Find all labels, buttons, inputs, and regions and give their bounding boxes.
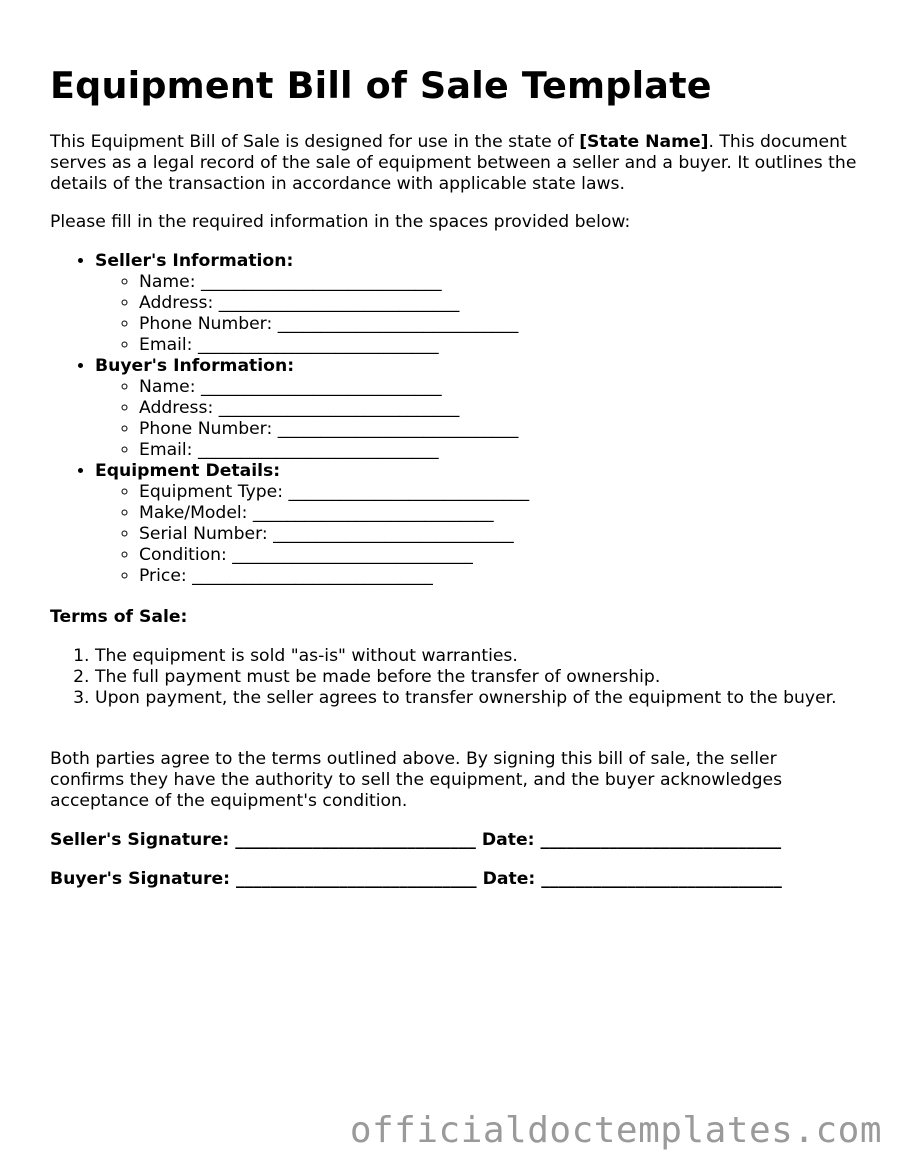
seller-fields-list — [95, 272, 529, 356]
information-sections-list — [50, 251, 529, 587]
equipment-fields-list — [95, 482, 529, 587]
seller-heading: Seller's Information: — [95, 251, 294, 271]
terms-heading: Terms of Sale: — [50, 607, 188, 627]
seller-section — [95, 251, 529, 356]
buyer-phone-field: ◦ Phone Number: ____________________________ — [139, 419, 529, 440]
make-model-field: ◦ Make/Model: ____________________________ — [139, 503, 529, 524]
seller-signature-line: Seller's Signature: ____________________________ Date: ____________________________ — [50, 830, 782, 850]
intro-paragraph — [50, 132, 870, 195]
state-name-placeholder: [State Name] — [579, 132, 709, 152]
price-field: ◦ Price: ____________________________ — [139, 566, 529, 587]
equipment-type-field: ◦ Equipment Type: ____________________________ — [139, 482, 529, 503]
document-title: Equipment Bill of Sale Template — [50, 64, 712, 107]
buyer-address-field: ◦ Address: ____________________________ — [139, 398, 529, 419]
buyer-heading: Buyer's Information: — [95, 356, 295, 376]
term-item: 1. The equipment is sold "as-is" without warranties. — [95, 646, 860, 667]
serial-number-field: ◦ Serial Number: ____________________________ — [139, 524, 529, 545]
term-item: 3. Upon payment, the seller agrees to transfer ownership of the equipment to the buyer. — [95, 688, 860, 709]
buyer-fields-list — [95, 377, 529, 461]
seller-phone-field: ◦ Phone Number: ____________________________ — [139, 314, 529, 335]
buyer-section — [95, 356, 529, 461]
seller-address-field: ◦ Address: ____________________________ — [139, 293, 529, 314]
watermark: officialdoctemplates.com — [349, 1110, 882, 1151]
equipment-heading: Equipment Details: — [95, 461, 281, 481]
closing-paragraph: Both parties agree to the terms outlined above. By signing this bill of sale, the seller confirms they have the authority to sell the equipment, and the buyer acknowledges acceptance of the equipment's condition. — [50, 749, 783, 811]
condition-field: ◦ Condition: ____________________________ — [139, 545, 529, 566]
equipment-section — [95, 461, 529, 587]
intro-text-before: This Equipment Bill of Sale is designed for use in the state of — [50, 132, 580, 152]
seller-email-field: ◦ Email: ____________________________ — [139, 335, 529, 356]
intro-text-after: . This document serves as a legal record of the sale of equipment between a seller and a buyer. It outlines the details of the transaction in accordance with applicable state laws. — [50, 132, 857, 194]
instruction-text: Please fill in the required information in the spaces provided below: — [50, 212, 631, 232]
buyer-name-field: ◦ Name: ____________________________ — [139, 377, 529, 398]
buyer-email-field: ◦ Email: ____________________________ — [139, 440, 529, 461]
seller-name-field: ◦ Name: ____________________________ — [139, 272, 529, 293]
buyer-signature-line: Buyer's Signature: ____________________________ Date: ____________________________ — [50, 869, 782, 889]
terms-list — [50, 646, 860, 709]
term-item: 2. The full payment must be made before the transfer of ownership. — [95, 667, 860, 688]
